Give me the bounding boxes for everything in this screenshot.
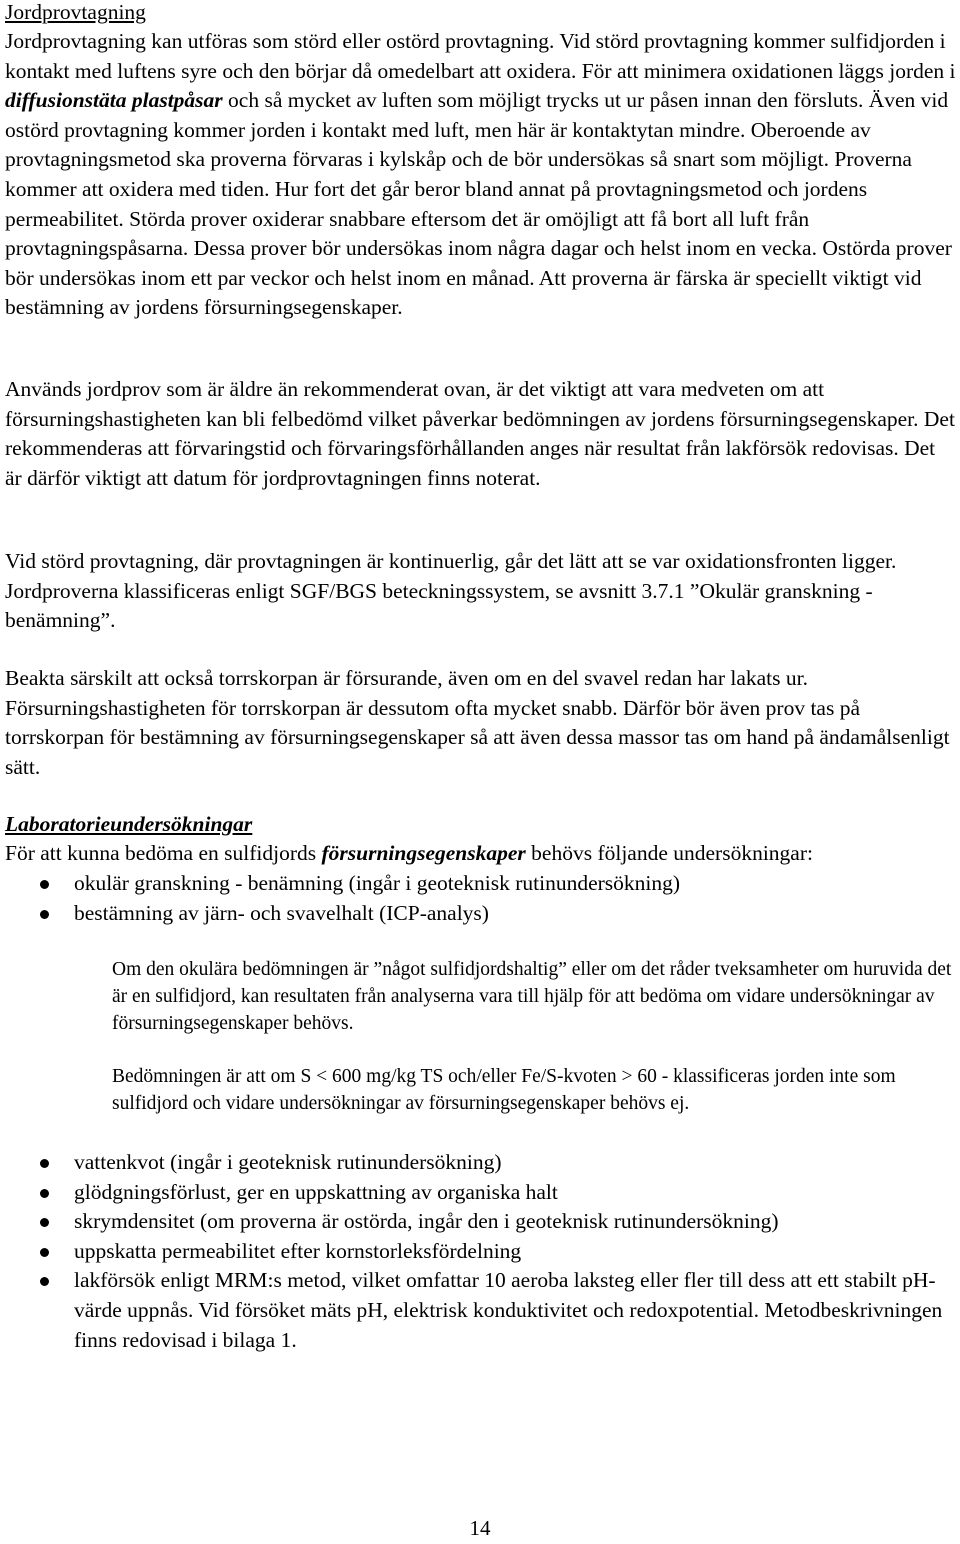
bullet-list-initial xyxy=(0,869,957,928)
paragraph-torrskorpa: Beakta särskilt att också torrskorpan är försurande, även om en del svavel redan har lakats ur. Försurningshastigheten för torrskorpan är dessutom ofta mycket snabb. Därför bör även prov tas på torrskorpan för bestämning av försurningsegenskaper så att även dessa massor tas om hand på ändamålsenligt sätt. xyxy=(5,666,950,779)
bullet-list-additional xyxy=(0,1148,957,1355)
intro-text: behövs följande undersökningar: xyxy=(525,841,813,865)
emphasis-text: försurningsegenskaper xyxy=(321,841,526,865)
page-number: 14 xyxy=(469,1516,491,1540)
list-item: okulär granskning - benämning (ingår i geoteknisk rutinundersökning) xyxy=(0,869,957,899)
intro-paragraph xyxy=(5,839,957,869)
list-item: lakförsök enligt MRM:s metod, vilket omfattar 10 aeroba laksteg eller fler till dess att ett stabilt pH-värde uppnås. Vid försöket mäts pH, elektrisk konduktivitet och redoxpotential. Metodbeskrivningen finns redovisad i bilaga 1. xyxy=(0,1266,957,1355)
note-okular: Om den okulära bedömningen är ”något sulfidjordshaltig” eller om det råder tveksamheter om huruvida det är en sulfidjord, kan resultaten från analyserna vara till hjälp för att bedöma om vidare undersökningar av försurningsegenskaper behövs. xyxy=(112,959,952,1034)
list-item: glödgningsförlust, ger en uppskattning av organiska halt xyxy=(0,1178,957,1208)
intro-text: För att kunna bedöma en sulfidjords xyxy=(5,841,322,865)
paragraph-text: och så mycket av luften som möjligt trycks ut ur påsen innan den försluts. Även vid ostörd provtagning kommer jorden i kontakt med luft, men här är kontaktytan mindre. Oberoende av provtagningsmetod ska proverna förvaras i kylskåp och de bör undersökas så snart som möjligt. Proverna kommer att oxidera med tiden. Hur fort det går beror bland annat på provtagningsmetod och jordens permeabilitet. Störda prover oxiderar snabbare eftersom det är omöjligt att få bort all luft från provtagningspåsarna. Dessa prover bör undersökas inom några dagar och helst inom en vecka. Ostörda prover bör undersökas inom ett par veckor och helst inom en månad. Att proverna är färska är speciellt viktigt vid bestämning av jordens försurningsegenskaper. xyxy=(5,88,952,320)
paragraph-text: Jordprovtagning kan utföras som störd eller ostörd provtagning. Vid störd provtagning kommer sulfidjorden i kontakt med luftens syre och den börjar då omedelbart att oxidera. För att minimera oxidationen läggs jorden i xyxy=(5,29,956,83)
emphasis-text: diffusionstäta plastpåsar xyxy=(5,88,223,113)
note-bedomning: Bedömningen är att om S < 600 mg/kg TS och/eller Fe/S-kvoten > 60 - klassificeras jorden inte som sulfidjord och vidare undersökningar av försurningsegenskaper behövs ej. xyxy=(112,1066,896,1114)
paragraph-provtagning xyxy=(5,27,957,323)
list-item: bestämning av järn- och svavelhalt (ICP-analys) xyxy=(0,899,957,929)
list-item: skrymdensitet (om proverna är ostörda, ingår den i geoteknisk rutinundersökning) xyxy=(0,1207,957,1237)
list-item: uppskatta permeabilitet efter kornstorleksfördelning xyxy=(0,1237,957,1267)
section-heading: Laboratorieundersökningar xyxy=(5,812,253,836)
paragraph-aldre-prov: Används jordprov som är äldre än rekommenderat ovan, är det viktigt att vara medveten om att försurningshastigheten kan bli felbedömd vilket påverkar bedömningen av jordens försurningsegenskaper. Det rekommenderas att förvaringstid och förvaringsförhållanden anges när resultat från lakförsök redovisas. Det är därför viktigt att datum för jordprovtagningen finns noterat. xyxy=(5,377,955,490)
section-title: Jordprovtagning xyxy=(5,0,146,24)
list-item: vattenkvot (ingår i geoteknisk rutinundersökning) xyxy=(0,1148,957,1178)
paragraph-oxidationsfront: Vid störd provtagning, där provtagningen är kontinuerlig, går det lätt att se var oxidationsfronten ligger. Jordproverna klassificeras enligt SGF/BGS beteckningssystem, se avsnitt 3.7.1 ”Okulär granskning - benämning”. xyxy=(5,549,897,633)
